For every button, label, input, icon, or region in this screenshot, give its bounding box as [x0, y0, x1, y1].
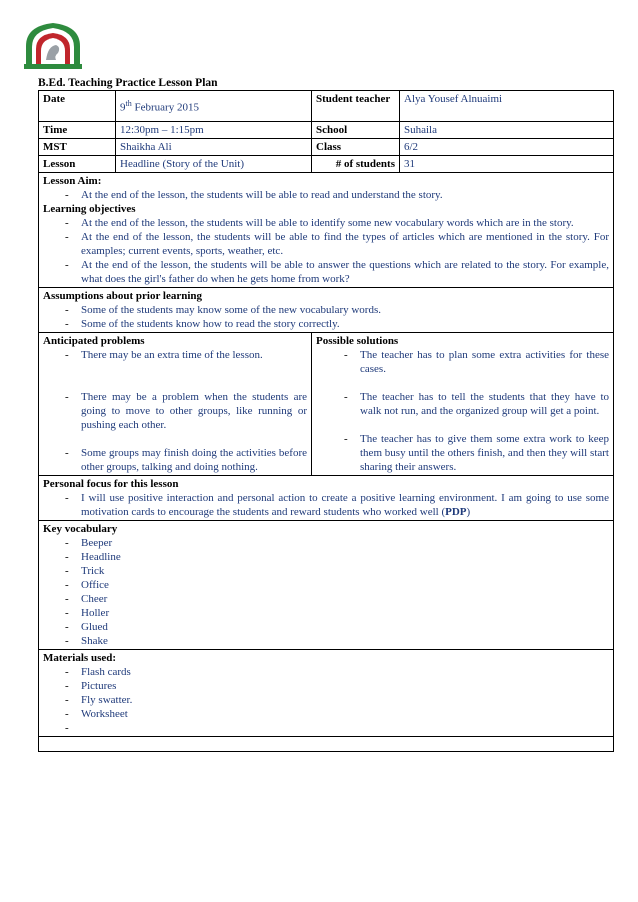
vocab-item: - Office — [65, 578, 609, 592]
material-item: - Worksheet — [65, 707, 609, 721]
assumption-item: - Some of the students may know some of the new vocabulary words. — [65, 303, 609, 317]
students-label: # of students — [312, 156, 400, 173]
class-value: 6/2 — [400, 139, 614, 156]
time-label: Time — [39, 122, 116, 139]
focus-text: - I will use positive interaction and personal action to create a positive learning environment. I am going to use some motivation cards to encourage the students and reward students who worked well (PDP) — [65, 491, 609, 519]
school-label: School — [312, 122, 400, 139]
row-vocabulary — [39, 521, 614, 650]
objective-item: - At the end of the lesson, the students will be able to identify some new vocabulary words which are in the story. — [65, 216, 609, 230]
material-item: - Pictures — [65, 679, 609, 693]
vocab-item: - Cheer — [65, 592, 609, 606]
row-problems-solutions — [39, 333, 614, 476]
problem-item: - There may be a problem when the students are going to move to other groups, like running or pushing each other. — [65, 390, 307, 432]
material-item: - Fly swatter. — [65, 693, 609, 707]
student-teacher-label: Student teacher — [312, 91, 400, 122]
problem-item: - There may be an extra time of the lesson. — [65, 348, 307, 362]
solutions-cell — [312, 333, 614, 476]
problem-item: - Some groups may finish doing the activities before other groups, talking and doing nothing. — [65, 446, 307, 474]
document-title: B.Ed. Teaching Practice Lesson Plan — [38, 77, 218, 89]
students-value: 31 — [400, 156, 614, 173]
row-time — [39, 122, 614, 139]
objectives-heading: Learning objectives — [43, 203, 136, 215]
row-aims — [39, 173, 614, 288]
vocab-item: - Shake — [65, 634, 609, 648]
empty-cell — [39, 737, 614, 752]
materials-cell — [39, 650, 614, 737]
mst-label: MST — [39, 139, 116, 156]
objective-item: - At the end of the lesson, the students will be able to answer the questions which are related to the story. For example, what does the girl's father do when he gets home from work? — [65, 258, 609, 286]
row-mst — [39, 139, 614, 156]
problems-heading: Anticipated problems — [43, 335, 145, 347]
material-item: - Flash cards — [65, 665, 609, 679]
focus-cell — [39, 476, 614, 521]
row-lesson — [39, 156, 614, 173]
vocabulary-cell — [39, 521, 614, 650]
row-materials — [39, 650, 614, 737]
vocabulary-heading: Key vocabulary — [43, 523, 118, 535]
row-empty — [39, 737, 614, 752]
vocab-item: - Glued — [65, 620, 609, 634]
row-focus — [39, 476, 614, 521]
vocab-item: - Trick — [65, 564, 609, 578]
solution-item: - The teacher has to give them some extra work to keep them busy until the others finish, and then they will start sharing their answers. — [344, 432, 609, 474]
assumptions-heading: Assumptions about prior learning — [43, 290, 203, 302]
aims-cell — [39, 173, 614, 288]
objective-item: - At the end of the lesson, the students will be able to find the types of articles which are mentioned in the story. For examples; current events, sports, weather, etc. — [65, 230, 609, 258]
assumptions-cell — [39, 288, 614, 333]
focus-heading: Personal focus for this lesson — [43, 478, 179, 490]
row-date — [39, 91, 614, 122]
vocab-item: - Beeper — [65, 536, 609, 550]
solution-item: - The teacher has to tell the students that they have to walk not run, and the organized group will get a point. — [344, 390, 609, 418]
solutions-heading: Possible solutions — [316, 335, 399, 347]
materials-heading: Materials used: — [43, 652, 117, 664]
solution-item: - The teacher has to plan some extra activities for these cases. — [344, 348, 609, 376]
vocab-item: - Headline — [65, 550, 609, 564]
school-value: Suhaila — [400, 122, 614, 139]
lesson-aim: - At the end of the lesson, the students will be able to read and understand the story. — [65, 188, 609, 202]
problems-cell — [39, 333, 312, 476]
assumption-item: - Some of the students know how to read the story correctly. — [65, 317, 609, 331]
date-value: 9th February 2015 — [116, 91, 312, 122]
row-assumptions — [39, 288, 614, 333]
lesson-label: Lesson — [39, 156, 116, 173]
material-item — [65, 721, 609, 735]
university-logo — [20, 20, 86, 70]
class-label: Class — [312, 139, 400, 156]
lesson-aim-heading: Lesson Aim: — [43, 175, 102, 187]
vocab-item: - Holler — [65, 606, 609, 620]
student-teacher-value: Alya Yousef Alnuaimi — [400, 91, 614, 122]
lesson-plan-table — [38, 90, 614, 752]
time-value: 12:30pm – 1:15pm — [116, 122, 312, 139]
mst-value: Shaikha Ali — [116, 139, 312, 156]
date-label: Date — [39, 91, 116, 122]
lesson-value: Headline (Story of the Unit) — [116, 156, 312, 173]
